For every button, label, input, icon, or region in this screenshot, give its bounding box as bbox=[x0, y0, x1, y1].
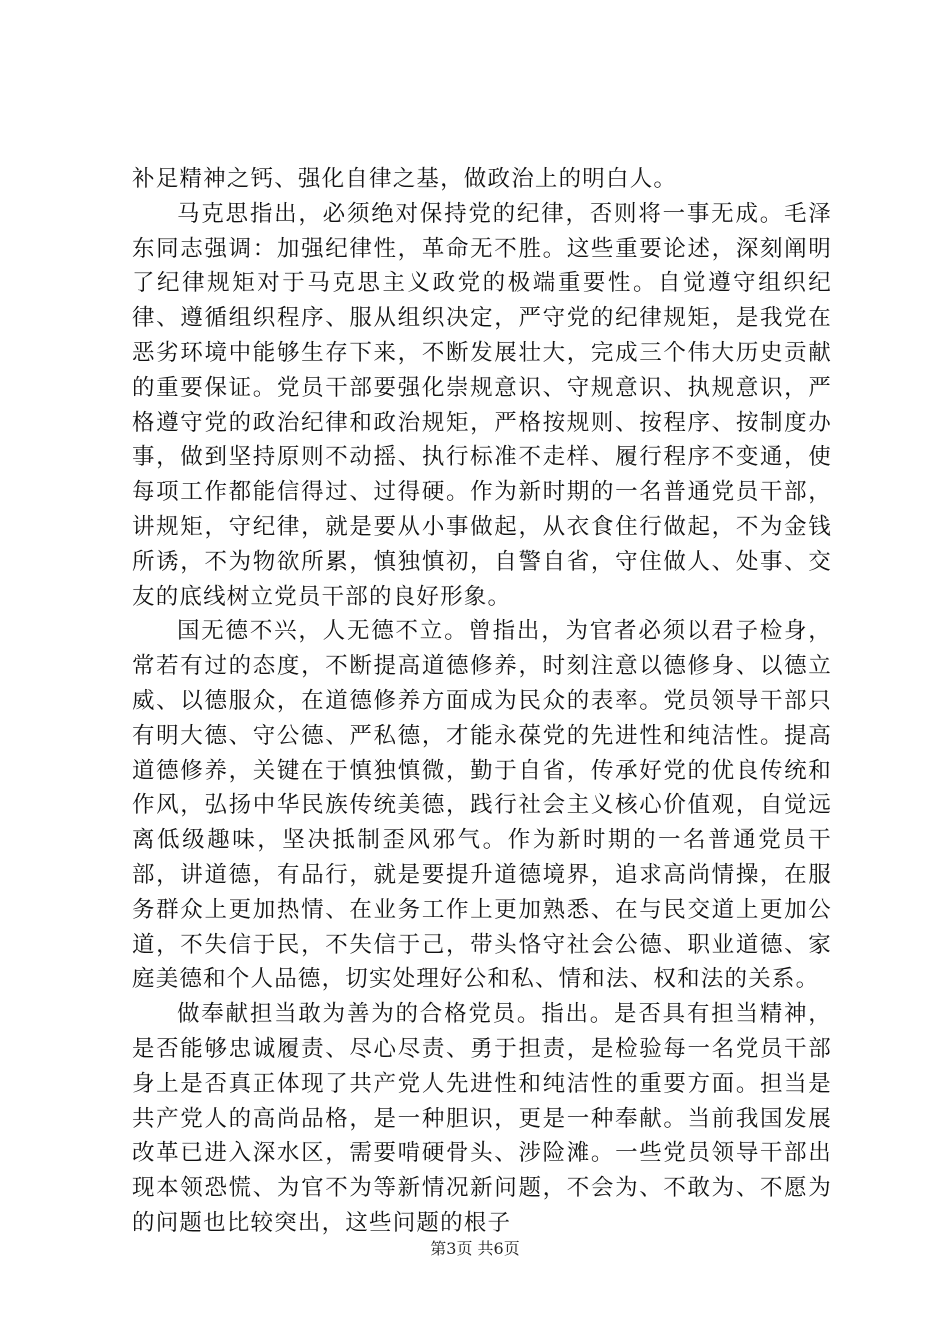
paragraph-responsibility: 做奉献担当敢为善为的合格党员。指出。是否具有担当精神，是否能够忠诚履责、尽心尽责、勇于担责，是检验每一名党员干部身上是否真正体现了共产党人先进性和纯洁性的重要方面。担当是共产党人的高尚品格，是一种胆识，更是一种奉献。当前我国发展改革已进入深水区，需要啃硬骨头、涉险滩。一些党员领导干部出现本领恐慌、为官不为等新情况新问题，不会为、不敢为、不愿为的问题也比较突出，这些问题的根子 bbox=[132, 1001, 832, 1236]
paragraph-morality: 国无德不兴，人无德不立。曾指出，为官者必须以君子检身，常若有过的态度，不断提高道德修养，时刻注意以德修身、以德立威、以德服众，在道德修养方面成为民众的表率。党员领导干部只有明大德、守公德、严私德，才能永葆党的先进性和纯洁性。提高道德修养，关键在于慎独慎微，勤于自省，传承好党的优良传统和作风，弘扬中华民族传统美德，践行社会主义核心价值观，自觉远离低级趣味，坚决抵制歪风邪气。作为新时期的一名普通党员干部，讲道德，有品行，就是要提升道德境界，追求高尚情操，在服务群众上更加热情、在业务工作上更加熟悉、在与民交道上更加公道，不失信于民，不失信于己，带头恪守社会公德、职业道德、家庭美德和个人品德，切实处理好公和私、情和法、权和法的关系。 bbox=[132, 618, 832, 993]
document-body bbox=[132, 162, 832, 1241]
paragraph-continuation: 补足精神之钙、强化自律之基，做政治上的明白人。 bbox=[132, 166, 678, 192]
page-number-footer: 第3页 共6页 bbox=[430, 1239, 520, 1258]
paragraph-discipline: 马克思指出，必须绝对保持党的纪律，否则将一事无成。毛泽东同志强调：加强纪律性，革命无不胜。这些重要论述，深刻阐明了纪律规矩对于马克思主义政党的极端重要性。自觉遵守组织纪律、遵循组织程序、服从组织决定，严守党的纪律规矩，是我党在恶劣环境中能够生存下来，不断发展壮大，完成三个伟大历史贡献的重要保证。党员干部要强化崇规意识、守规意识、执规意识，严格遵守党的政治纪律和政治规矩，严格按规则、按程序、按制度办事，做到坚持原则不动摇、执行标准不走样、履行程序不变通，使每项工作都能信得过、过得硬。作为新时期的一名普通党员干部，讲规矩，守纪律，就是要从小事做起，从衣食住行做起，不为金钱所诱，不为物欲所累，慎独慎初，自警自省，守住做人、处事、交友的底线树立党员干部的良好形象。 bbox=[132, 200, 832, 610]
